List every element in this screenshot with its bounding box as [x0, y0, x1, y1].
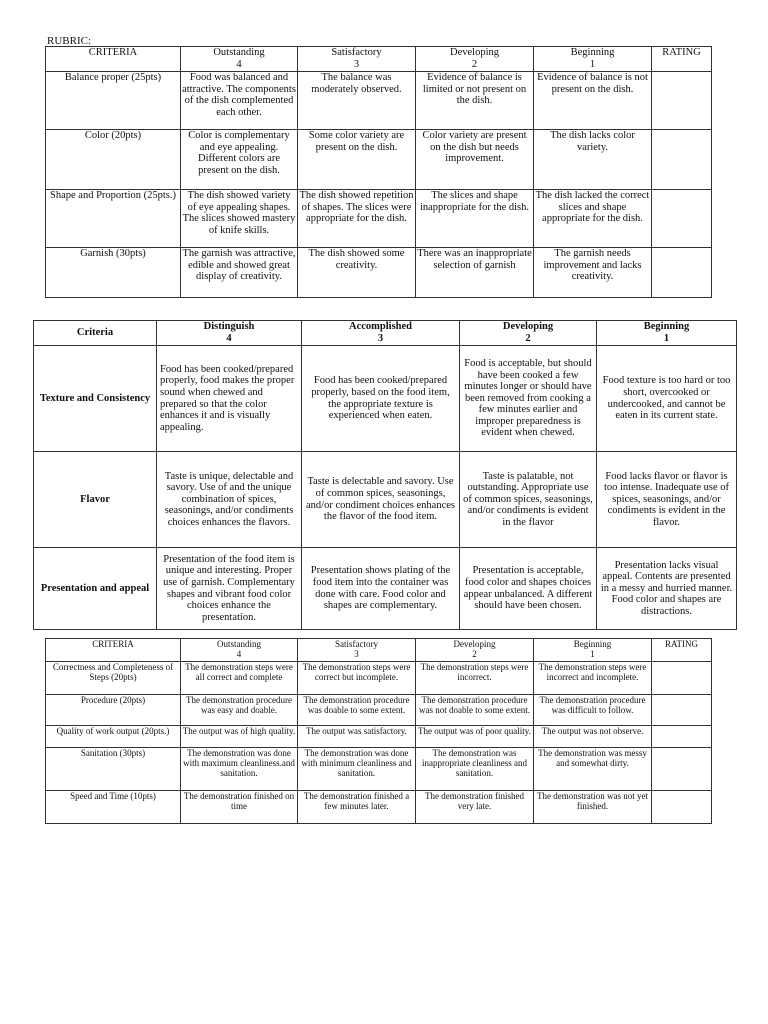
table-row — [46, 726, 712, 748]
table-header-row — [34, 321, 737, 346]
table-cell: Taste is delectable and savory. Use of common spices, seasonings, and/or condiment choices enhances the flavor of the food item. — [302, 452, 460, 548]
table-cell: There was an inappropriate selection of garnish — [416, 248, 534, 298]
table-cell: The demonstration was not yet finished. — [534, 791, 652, 824]
table-row — [46, 190, 712, 248]
criteria-cell: Sanitation (30pts) — [46, 748, 181, 791]
header-criteria: CRITERIA — [46, 639, 181, 662]
criteria-cell: Flavor — [34, 452, 157, 548]
table-cell: Presentation lacks visual appeal. Contents are presented in a messy and hurried manner. Food color and shapes are distractions. — [597, 548, 737, 630]
table-cell: The demonstration steps were incorrect and incomplete. — [534, 662, 652, 695]
header-outstanding: Outstanding 4 — [181, 47, 298, 72]
rating-cell[interactable] — [652, 662, 712, 695]
rating-cell[interactable] — [652, 791, 712, 824]
criteria-cell: Presentation and appeal — [34, 548, 157, 630]
table-cell: The demonstration procedure was doable to some extent. — [298, 695, 416, 726]
table-cell: Evidence of balance is not present on the dish. — [534, 72, 652, 130]
header-rating: RATING — [652, 47, 712, 72]
table-cell: Food is acceptable, but should have been cooked a few minutes longer or should have been removed from cooking a few minutes earlier and improper preparedness is evident when chewed. — [460, 346, 597, 452]
table-row — [46, 662, 712, 695]
table-cell: Evidence of balance is limited or not present on the dish. — [416, 72, 534, 130]
criteria-cell: Shape and Proportion (25pts.) — [46, 190, 181, 248]
header-criteria: CRITERIA — [46, 47, 181, 72]
header-beginning: Beginning 1 — [534, 47, 652, 72]
table-cell: The dish showed repetition of shapes. The slices were appropriate for the dish. — [298, 190, 416, 248]
table-cell: The output was not observe. — [534, 726, 652, 748]
table-row — [46, 130, 712, 190]
header-accomplished: Accomplished 3 — [302, 321, 460, 346]
table-cell: Taste is palatable, not outstanding. Appropriate use of common spices, seasonings, and/or condiments is evident in the flavor — [460, 452, 597, 548]
table-cell: The demonstration steps were all correct and complete — [181, 662, 298, 695]
table-cell: The demonstration was inappropriate cleanliness and sanitation. — [416, 748, 534, 791]
table-cell: The dish showed some creativity. — [298, 248, 416, 298]
table-cell: The dish lacked the correct slices and shape appropriate for the dish. — [534, 190, 652, 248]
table-header-row — [46, 639, 712, 662]
table-cell: The output was satisfactory. — [298, 726, 416, 748]
table-cell: The demonstration was done with minimum cleanliness and sanitation. — [298, 748, 416, 791]
table-row — [34, 346, 737, 452]
rating-cell[interactable] — [652, 190, 712, 248]
table-cell: Food was balanced and attractive. The components of the dish complemented each other. — [181, 72, 298, 130]
table-row — [46, 748, 712, 791]
header-developing: Developing 2 — [416, 639, 534, 662]
header-developing: Developing 2 — [416, 47, 534, 72]
table-cell: The demonstration was messy and somewhat dirty. — [534, 748, 652, 791]
table-cell: Color is complementary and eye appealing. Different colors are present on the dish. — [181, 130, 298, 190]
header-developing: Developing 2 — [460, 321, 597, 346]
rubric-table-food — [33, 320, 737, 630]
table-cell: Food has been cooked/prepared properly, food makes the proper sound when chewed and prepared so that the color enhances it and is visually appealing. — [157, 346, 302, 452]
table-cell: Food has been cooked/prepared properly, based on the food item, the appropriate texture is experienced when eaten. — [302, 346, 460, 452]
header-beginning: Beginning 1 — [597, 321, 737, 346]
criteria-cell: Procedure (20pts) — [46, 695, 181, 726]
table-cell: Presentation is acceptable, food color and shapes choices appear unbalanced. A different should have been chosen. — [460, 548, 597, 630]
table-row — [46, 248, 712, 298]
table-cell: Food texture is too hard or too short, overcooked or undercooked, and cannot be eaten in its current state. — [597, 346, 737, 452]
table-cell: The demonstration finished on time — [181, 791, 298, 824]
table-cell: The demonstration finished a few minutes later. — [298, 791, 416, 824]
rating-cell[interactable] — [652, 695, 712, 726]
criteria-cell: Quality of work output (20pts.) — [46, 726, 181, 748]
header-rating: RATING — [652, 639, 712, 662]
criteria-cell: Speed and Time (10pts) — [46, 791, 181, 824]
header-criteria: Criteria — [34, 321, 157, 346]
table-cell: Some color variety are present on the dish. — [298, 130, 416, 190]
rubric-label: RUBRIC: — [47, 35, 92, 47]
rubric-table-plating — [45, 46, 712, 298]
table-cell: Color variety are present on the dish but needs improvement. — [416, 130, 534, 190]
table-cell: The dish showed variety of eye appealing shapes. The slices showed mastery of knife skills. — [181, 190, 298, 248]
table-cell: Taste is unique, delectable and savory. Use of and the unique combination of spices, seasonings, and/or condiments choices enhances the flavors. — [157, 452, 302, 548]
rating-cell[interactable] — [652, 72, 712, 130]
table-cell: The demonstration procedure was easy and doable. — [181, 695, 298, 726]
table-cell: Food lacks flavor or flavor is too intense. Inadequate use of spices, seasonings, and/or condiments is evident in the flavor. — [597, 452, 737, 548]
table-cell: The slices and shape inappropriate for the dish. — [416, 190, 534, 248]
table-row — [46, 72, 712, 130]
rating-cell[interactable] — [652, 248, 712, 298]
table-cell: The demonstration was done with maximum cleanliness.and sanitation. — [181, 748, 298, 791]
rating-cell[interactable] — [652, 130, 712, 190]
rating-cell[interactable] — [652, 748, 712, 791]
table-row — [46, 695, 712, 726]
table-cell: The balance was moderately observed. — [298, 72, 416, 130]
criteria-cell: Color (20pts) — [46, 130, 181, 190]
table-cell: The garnish needs improvement and lacks creativity. — [534, 248, 652, 298]
header-satisfactory: Satisfactory 3 — [298, 47, 416, 72]
table-cell: The output was of poor quality. — [416, 726, 534, 748]
table-cell: The demonstration procedure was not doable to some extent. — [416, 695, 534, 726]
table-cell: The dish lacks color variety. — [534, 130, 652, 190]
header-outstanding: Outstanding 4 — [181, 639, 298, 662]
criteria-cell: Texture and Consistency — [34, 346, 157, 452]
table-cell: The output was of high quality. — [181, 726, 298, 748]
table-cell: The garnish was attractive, edible and showed great display of creativity. — [181, 248, 298, 298]
table-row — [34, 548, 737, 630]
table-cell: Presentation shows plating of the food item into the container was done with care. Food color and shapes are complementary. — [302, 548, 460, 630]
table-cell: The demonstration finished very late. — [416, 791, 534, 824]
header-beginning: Beginning 1 — [534, 639, 652, 662]
table-cell: The demonstration steps were correct but incomplete. — [298, 662, 416, 695]
criteria-cell: Balance proper (25pts) — [46, 72, 181, 130]
table-cell: The demonstration procedure was difficult to follow. — [534, 695, 652, 726]
table-row — [34, 452, 737, 548]
header-satisfactory: Satisfactory 3 — [298, 639, 416, 662]
table-cell: Presentation of the food item is unique and interesting. Proper use of garnish. Complementary shapes and vibrant food color choices enhance the presentation. — [157, 548, 302, 630]
rating-cell[interactable] — [652, 726, 712, 748]
criteria-cell: Correctness and Completeness of Steps (20pts) — [46, 662, 181, 695]
table-cell: The demonstration steps were incorrect. — [416, 662, 534, 695]
table-header-row — [46, 47, 712, 72]
header-distinguish: Distinguish 4 — [157, 321, 302, 346]
table-row — [46, 791, 712, 824]
rubric-table-demonstration — [45, 638, 712, 824]
criteria-cell: Garnish (30pts) — [46, 248, 181, 298]
